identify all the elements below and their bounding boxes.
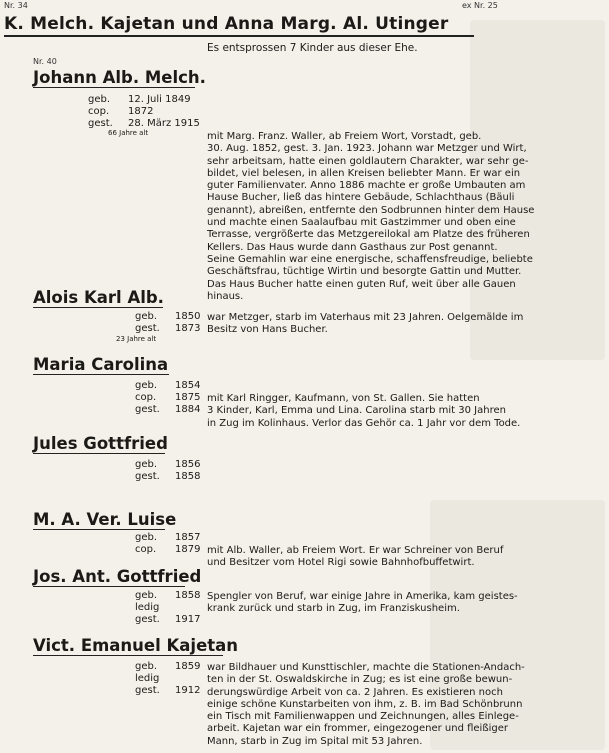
date-row: cop. 1879 — [135, 544, 201, 555]
person-dates — [88, 94, 200, 130]
date-row: geb. 1856 — [135, 459, 201, 470]
date-row: gest. 1912 — [135, 685, 201, 696]
person-name: Alois Karl Alb. — [33, 288, 164, 307]
person-dates — [135, 661, 200, 697]
person-dates — [135, 380, 200, 416]
intro-text: Es entsprossen 7 Kinder aus dieser Ehe. — [207, 42, 418, 54]
person-dates — [135, 590, 200, 626]
person-name: Maria Carolina — [33, 355, 169, 374]
date-row: ledig — [135, 673, 160, 684]
person-biography: mit Karl Ringger, Kaufmann, von St. Gallen. Sie hatten 3 Kinder, Karl, Emma und Lina. Carolina starb mit 30 Jahren in Zug im Kolinhaus. Verlor das Gehör ca. 1 Jahr vor dem Tode. — [207, 393, 521, 429]
date-row: geb. 1858 — [135, 590, 201, 601]
person-name: Jules Gottfried — [33, 434, 168, 453]
date-row: gest. 28. März 1915 — [88, 118, 200, 129]
date-row: gest. 1917 — [135, 614, 201, 625]
date-row: geb. 1857 — [135, 532, 201, 543]
date-row: gest. 1873 — [135, 323, 201, 334]
person-number: Nr. 40 — [33, 57, 57, 66]
age-note: 23 Jahre alt — [116, 335, 157, 343]
header-left-number: Nr. 34 — [4, 1, 28, 10]
date-row: gest. 1884 — [135, 404, 201, 415]
header-title: K. Melch. Kajetan und Anna Marg. Al. Utinger — [4, 14, 474, 37]
date-row: geb. 12. Juli 1849 — [88, 94, 191, 105]
person-dates — [135, 459, 200, 483]
person-name: Vict. Emanuel Kajetan — [33, 636, 239, 655]
person-biography: mit Marg. Franz. Waller, ab Freiem Wort, Vorstadt, geb. 30. Aug. 1852, gest. 3. Jan. 1923. Johann war Metzger und Wirt, sehr arbeitsam, hatte einen goldlautern Charakter, war sehr ge- bildet, viel belesen, in allen Kreisen beliebter Mann. Er war ein guter Familienvater. Anno 1886 machte er große Umbauten am Hause Bucher, ließ das hintere Gebäude, Schlachthaus (Bäuli genannt), abreißen, entfernte den Sodbrunnen hinter dem Hause und machte einen Saalaufbau mit Gastzimmer und oben eine Terrasse, vergrößerte das Metzgereilokal am Platze des früheren Kellers. Das Haus wurde dann Gasthaus zur Post genannt. Seine Gemahlin war eine energische, schaffensfreudige, beliebte Geschäftsfrau, tüchtige Wirtin und besorgte Gattin und Mutter. Das Haus Bucher hatte einen guten Ruf, weit über alle Gauen hinaus. — [207, 131, 535, 302]
date-row: geb. 1859 — [135, 661, 201, 672]
person-dates — [135, 311, 200, 335]
age-note: 66 Jahre alt — [108, 129, 149, 137]
person-name: Johann Alb. Melch. — [33, 68, 206, 87]
person-name: Jos. Ant. Gottfried — [33, 567, 202, 586]
date-row: cop. 1872 — [88, 106, 154, 117]
person-dates — [135, 532, 200, 556]
person-biography: Spengler von Beruf, war einige Jahre in Amerika, kam geistes- krank zurück und starb in Zug, im Franziskusheim. — [207, 591, 518, 615]
date-row: ledig — [135, 602, 160, 613]
date-row: gest. 1858 — [135, 471, 201, 482]
date-row: geb. 1854 — [135, 380, 201, 391]
person-biography: war Bildhauer und Kunsttischler, machte die Stationen-Andach- ten in der St. Oswaldskirche in Zug; es ist eine große bewun- derungswürdige Arbeit von ca. 2 Jahren. Es existieren noch einige schöne Kunstarbeiten von ihm, z. B. im Bad Schönbrunn ein Tisch mit Familienwappen und Zeichnungen, alles Einlege- arbeit. Kajetan war ein frommer, eingezogener und fleißiger Mann, starb in Zug im Spital mit 53 Jahren. — [207, 662, 525, 747]
person-biography: mit Alb. Waller, ab Freiem Wort. Er war Schreiner von Beruf und Besitzer vom Hotel Rigi sowie Bahnhofbuffetwirt. — [207, 545, 504, 569]
date-row: geb. 1850 — [135, 311, 201, 322]
date-row: cop. 1875 — [135, 392, 201, 403]
header-right-number: ex Nr. 25 — [462, 1, 498, 10]
person-biography: war Metzger, starb im Vaterhaus mit 23 Jahren. Oelgemälde im Besitz von Hans Bucher. — [207, 312, 524, 336]
person-name: M. A. Ver. Luise — [33, 510, 177, 529]
